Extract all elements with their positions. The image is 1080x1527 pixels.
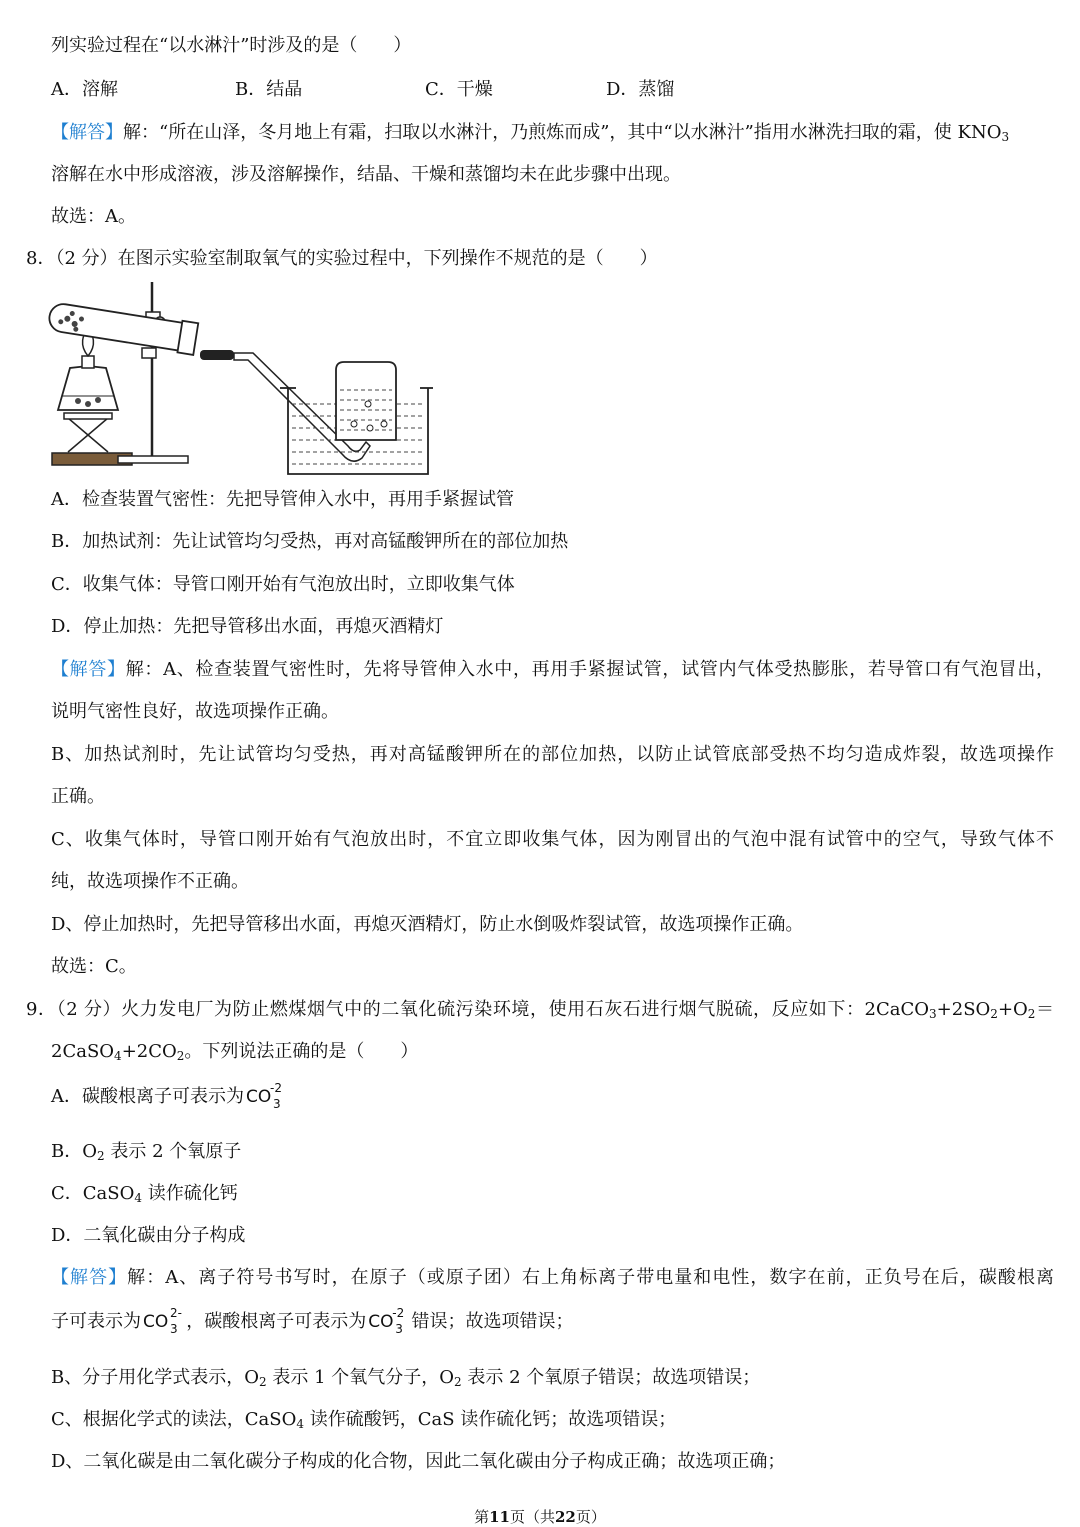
- collecting-bottle: [336, 362, 396, 440]
- rubber-tubing: [200, 350, 234, 360]
- answer-tag: 【解答】: [51, 122, 123, 143]
- question8-option-b: B．加热试剂：先让试管均匀受热，再对高锰酸钾所在的部位加热: [51, 531, 569, 552]
- question-stem-tail: 列实验过程在“以水淋汁”时涉及的是（ ）: [51, 35, 412, 56]
- answer7-line2: 溶解在水中形成溶液，涉及溶解操作，结晶、干燥和蒸馏均未在此步骤中出现。: [51, 164, 681, 185]
- question7-options: [51, 77, 751, 103]
- option-a: A．溶解: [51, 79, 118, 100]
- question9-stem-line1: 9．（2 分）火力发电厂为防止燃煤烟气中的二氧化硫污染环境，使用石灰石进行烟气脱硫，反应如下：$2CaCO_3+2SO_2+O_2=$: [26, 999, 1055, 1021]
- iron-stand-base: [118, 456, 188, 463]
- carbonate-ion-wrong: CO -2 3: [368, 1306, 405, 1336]
- question8-stem: 8．（2 分）在图示实验室制取氧气的实验过程中，下列操作不规范的是（ ）: [26, 248, 658, 269]
- carbonate-ion-correct: CO 2- 3: [143, 1306, 182, 1336]
- question9-option-a: A．碳酸根离子可表示为 CO -2 3: [51, 1084, 289, 1110]
- total-pages: 22: [555, 1508, 576, 1526]
- question8-option-c: C．收集气体：导管口刚开始有气泡放出时，立即收集气体: [51, 574, 515, 595]
- question8-option-d: D．停止加热：先把导管移出水面，再熄灭酒精灯: [51, 616, 444, 637]
- question9-option-c: C．CaSO$_4$ 读作硫化钙: [51, 1183, 238, 1205]
- answer-tag: 【解答】: [51, 1267, 128, 1288]
- carbonate-ion-wrong: CO -2 3: [246, 1081, 282, 1111]
- answer8-choice: 故选：C。: [51, 956, 137, 977]
- answer8-b-line2: 正确。: [51, 786, 105, 807]
- oxygen-apparatus-figure: [48, 278, 433, 478]
- question9-option-d: D．二氧化碳由分子构成: [51, 1225, 246, 1246]
- answer7-choice: 故选：A。: [51, 206, 136, 227]
- answer9-b: B、分子用化学式表示，$O_2$ 表示 1 个氧气分子，$O_2$ 表示 2 个氧原子错误；故选项错误；: [51, 1367, 761, 1389]
- answer9-a-line2: 子可表示为 CO 2- 3 ，碳酸根离子可表示为 CO -2 3 错误；故选项错误；: [51, 1306, 574, 1336]
- answer8-d-line1: D、停止加热时，先把导管移出水面，再熄灭酒精灯，防止水倒吸炸裂试管，故选项操作正确。: [51, 914, 804, 935]
- answer8-c-line2: 纯，故选项操作不正确。: [51, 871, 249, 892]
- page-footer: 第11页（共22页）: [474, 1508, 606, 1526]
- answer8-b-line1: B、加热试剂时，先让试管均匀受热，再对高锰酸钾所在的部位加热，以防止试管底部受热不均匀造成炸裂，故选项操作: [51, 744, 1054, 765]
- answer9-d: D、二氧化碳是由二氧化碳分子构成的化合物，因此二氧化碳由分子构成正确；故选项正确；: [51, 1451, 786, 1472]
- answer8-c-line1: C、收集气体时，导管口刚开始有气泡放出时，不宜立即收集气体，因为刚冒出的气泡中混有试管中的空气，导致气体不: [51, 829, 1054, 850]
- answer8-a-line2: 说明气密性良好，故选项操作正确。: [51, 701, 339, 722]
- option-d: D．蒸馏: [606, 79, 675, 100]
- answer9-c: C、根据化学式的读法，CaSO$_4$ 读作硫酸钙，CaS 读作硫化钙；故选项错误；: [51, 1409, 677, 1431]
- option-b: B．结晶: [235, 79, 303, 100]
- question9-stem-line2: $2CaSO_4+2CO_2$。下列说法正确的是（ ）: [51, 1041, 419, 1063]
- question8-option-a: A．检查装置气密性：先把导管伸入水中，再用手紧握试管: [51, 489, 514, 510]
- question9-option-b: B．$O_2$ 表示 2 个氧原子: [51, 1141, 242, 1163]
- answer7-line1: 【解答】解：“所在山泽，冬月地上有霜，扫取以水淋汁，乃煎炼而成”，其中“以水淋汁”指用水淋洗扫取的霜，使 $KNO_3$: [51, 122, 1010, 144]
- test-tube: [48, 300, 198, 355]
- answer-tag: 【解答】: [51, 659, 126, 680]
- option-c: C．干燥: [425, 79, 493, 100]
- page-number: 11: [489, 1508, 510, 1526]
- answer9-a-line1: 【解答】解：A、离子符号书写时，在原子（或原子团）右上角标离子带电量和电性，数字在前，正负号在后，碳酸根离: [51, 1267, 1054, 1288]
- answer8-a-line1: 【解答】解：A、检查装置气密性时，先将导管伸入水中，再用手紧握试管，试管内气体受热膨胀，若导管口有气泡冒出，: [51, 659, 1054, 680]
